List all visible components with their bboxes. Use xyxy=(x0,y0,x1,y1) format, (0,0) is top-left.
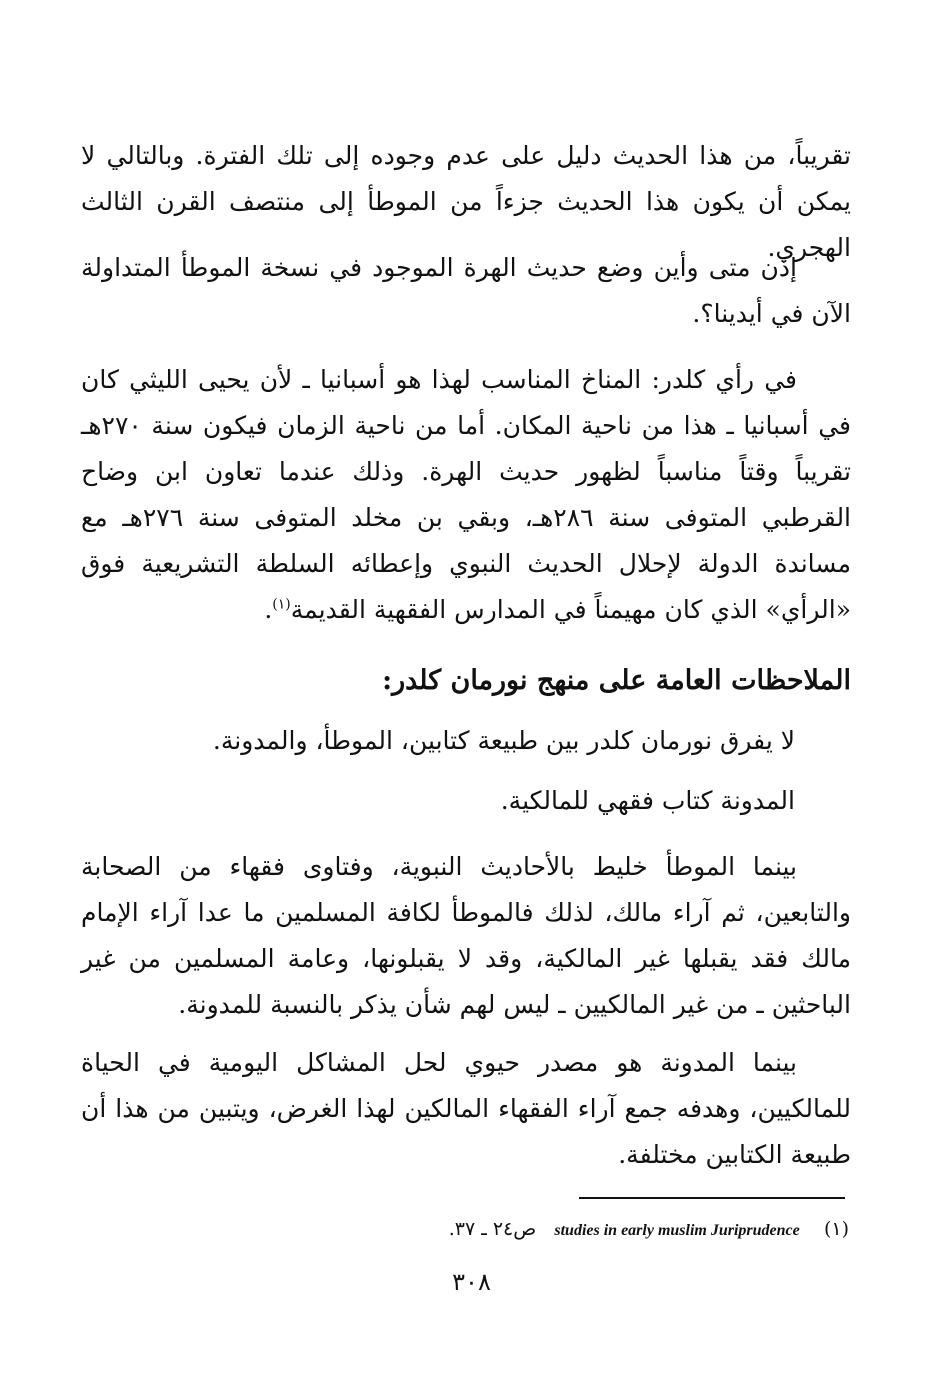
footnote-divider xyxy=(579,1197,845,1199)
paragraph-continuation: تقريباً، من هذا الحديث دليل على عدم وجوده إلى تلك الفترة. وبالتالي لا يمكن أن يكون هذا الحديث جزءاً من الموطأ إلى منتصف القرن الثالث الهجري. xyxy=(81,141,851,262)
paragraph-question xyxy=(81,245,851,337)
footnote xyxy=(89,1214,849,1246)
paragraph-end-mark: . xyxy=(264,595,273,624)
paragraph-question-text: إذن متى وأين وضع حديث الهرة الموجود في نسخة الموطأ المتداولة الآن في أيدينا؟. xyxy=(81,253,851,328)
footnote-pages: ص٢٤ ـ ٣٧. xyxy=(448,1218,537,1240)
footnote-source-title: studies in early muslim Juriprudence xyxy=(554,1222,800,1239)
paragraph-mudawwana-purpose-text: بينما المدونة هو مصدر حيوي لحل المشاكل اليومية في الحياة للمالكيين، وهدفه جمع آراء الفقهاء المالكين لهذا الغرض، ويتبين من هذا أن طبيعة الكتابين مختلفة. xyxy=(81,1048,851,1169)
paragraph-calder-opinion xyxy=(81,357,851,633)
footnote-number: (١) xyxy=(823,1218,849,1240)
paragraph-mudawwana-definition: المدونة كتاب فقهي للمالكية. xyxy=(500,786,795,815)
page-number: ٣٠٨ xyxy=(452,1268,491,1296)
paragraph-first-remark: لا يفرق نورمان كلدر بين طبيعة كتابين، الموطأ، والمدونة. xyxy=(212,726,795,755)
paragraph-calder-opinion-text: في رأي كلدر: المناخ المناسب لهذا هو أسبانيا ـ لأن يحيى الليثي كان في أسبانيا ـ هذا من ناحية المكان. أما من ناحية الزمان فيكون سنة ٢٧٠هـ تقريباً وقتاً مناسباً لظهور حديث الهرة. وذلك عندما تعاون ابن وضاح القرطبي المتوفى سنة ٢٨٦هـ، وبقي بن مخلد المتوفى سنة ٢٧٦هـ مع مساندة الدولة لإحلال الحديث النبوي وإعطائه السلطة التشريعية فوق «الرأي» الذي كان مهيمناً في المدارس الفقهية القديمة xyxy=(81,365,852,624)
paragraph-mudawwana-purpose xyxy=(81,1040,851,1178)
footnote-reference: (١) xyxy=(272,596,291,613)
paragraph-muwatta-nature xyxy=(81,844,851,1028)
section-heading: الملاحظات العامة على منهج نورمان كلدر: xyxy=(382,665,851,696)
paragraph-muwatta-nature-text: بينما الموطأ خليط بالأحاديث النبوية، وفتاوى فقهاء من الصحابة والتابعين، ثم آراء مالك، لذلك فالموطأ لكافة المسلمين ما عدا آراء الإمام مالك فقد يقبلها غير المالكية، وقد لا يقبلونها، وعامة المسلمين من غير الباحثين ـ من غير المالكيين ـ ليس لهم شأن يذكر بالنسبة للمدونة. xyxy=(81,852,851,1019)
